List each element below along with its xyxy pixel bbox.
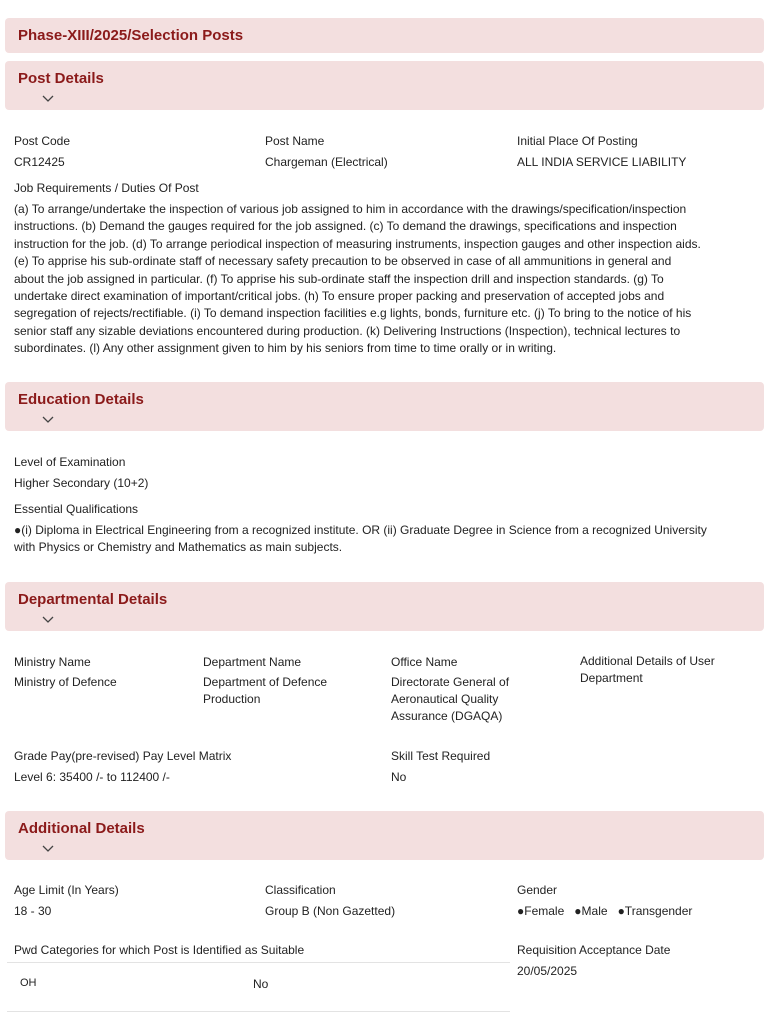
chevron-down-icon[interactable] — [41, 93, 55, 103]
skill-label: Skill Test Required — [391, 749, 491, 763]
requisition-date: 20/05/2025 — [517, 964, 578, 978]
pwd-divider — [7, 1011, 510, 1012]
skill-value: No — [391, 770, 407, 784]
duties-line: (e) To apprise his sub-ordinate staff of necessary safety precaution to be observed in case of all ammunitions in general and — [14, 254, 672, 269]
gender-list — [517, 903, 692, 920]
gender-item: ●Female — [517, 904, 565, 918]
duties-line: undertake direct examination of important/critical jobs. (h) To ensure proper packing and preservation of accepted jobs and — [14, 289, 665, 304]
chevron-down-icon[interactable] — [41, 843, 55, 853]
post-name-label: Post Name — [265, 134, 325, 148]
post-details-header[interactable] — [5, 61, 764, 110]
essential-line: ●(i) Diploma in Electrical Engineering from a recognized institute. OR (ii) Graduate Degree in Science from a recognized University — [14, 523, 707, 537]
duties-text — [14, 201, 762, 358]
duties-line: instructions. (b) Demand the gauges required for the job assigned. (c) To demand the drawings, specifications and inspection — [14, 219, 677, 234]
duties-line: instruction for the job. (d) To arrange periodical inspection of measuring instruments, inspection gauges and other inspection aids. — [14, 236, 701, 251]
essential-line: with Physics or Chemistry and Mathematics as main subjects. — [14, 540, 343, 555]
classification-label: Classification — [265, 883, 336, 897]
office-line: Assurance (DGAQA) — [391, 709, 503, 723]
gender-label: Gender — [517, 883, 558, 897]
chevron-down-icon[interactable] — [41, 414, 55, 424]
post-name-value: Chargeman (Electrical) — [265, 155, 388, 169]
gender-item: ●Transgender — [617, 904, 693, 918]
additional-label-line: Additional Details of User — [580, 654, 715, 668]
office-value — [391, 674, 509, 725]
department-label: Department Name — [203, 655, 302, 669]
departmental-details-header[interactable] — [5, 582, 764, 631]
posting-label: Initial Place Of Posting — [517, 134, 638, 148]
ministry-value: Ministry of Defence — [14, 675, 117, 689]
phase-bar — [5, 18, 764, 53]
level-value: Higher Secondary (10+2) — [14, 476, 149, 490]
additional-details-header[interactable] — [5, 811, 764, 860]
additional-details-heading: Additional Details — [18, 820, 145, 837]
education-details-header[interactable] — [5, 382, 764, 431]
department-line: Production — [203, 692, 261, 706]
pwd-label: Pwd Categories for which Post is Identified as Suitable — [14, 943, 305, 957]
duties-line: subordinates. (l) Any other assignment given to him by his seniors from time to time orally or in writing. — [14, 341, 557, 356]
pwd-value: No — [253, 977, 269, 991]
pwd-category: OH — [20, 977, 37, 989]
classification-value: Group B (Non Gazetted) — [265, 904, 396, 918]
departmental-details-heading: Departmental Details — [18, 591, 168, 608]
duties-line: senior staff any sizable deviations encountered during production. (k) Delivering Instructions (Inspection), technical lectures to — [14, 323, 681, 338]
office-line: Aeronautical Quality — [391, 692, 499, 706]
chevron-down-icon[interactable] — [41, 614, 55, 624]
education-details-heading: Education Details — [18, 391, 144, 408]
age-value: 18 - 30 — [14, 904, 52, 918]
post-details-heading: Post Details — [18, 70, 104, 87]
level-label: Level of Examination — [14, 455, 126, 469]
duties-line: segregation of rejects/rectifiable. (i) To demand inspection facilities e.g lights, bonds, furniture etc. (j) To bring to the notice of his — [14, 306, 692, 321]
age-label: Age Limit (In Years) — [14, 883, 119, 897]
requisition-label: Requisition Acceptance Date — [517, 943, 671, 957]
essential-label: Essential Qualifications — [14, 502, 139, 516]
office-line: Directorate General of — [391, 675, 510, 689]
gender-item: ●Male — [574, 904, 608, 918]
pwd-divider — [7, 962, 510, 963]
additional-user-dept-label — [580, 653, 715, 687]
phase-title: Phase-XIII/2025/Selection Posts — [18, 27, 244, 44]
posting-value: ALL INDIA SERVICE LIABILITY — [517, 155, 687, 169]
department-value — [203, 674, 327, 708]
additional-label-line: Department — [580, 671, 643, 685]
post-code-label: Post Code — [14, 134, 71, 148]
duties-line: about the job assigned in particular. (f) To apprise his sub-ordinate staff the inspection drill and inspection standards. (g) To — [14, 271, 664, 286]
post-code-value: CR12425 — [14, 155, 65, 169]
ministry-label: Ministry Name — [14, 655, 91, 669]
essential-text — [14, 522, 762, 557]
duties-line: (a) To arrange/undertake the inspection of various job assigned to him in accordance with the drawings/specification/inspection — [14, 202, 687, 216]
department-line: Department of Defence — [203, 675, 328, 689]
duties-label: Job Requirements / Duties Of Post — [14, 181, 199, 195]
grade-label: Grade Pay(pre-revised) Pay Level Matrix — [14, 749, 232, 763]
office-label: Office Name — [391, 655, 458, 669]
grade-value: Level 6: 35400 /- to 112400 /- — [14, 770, 170, 784]
